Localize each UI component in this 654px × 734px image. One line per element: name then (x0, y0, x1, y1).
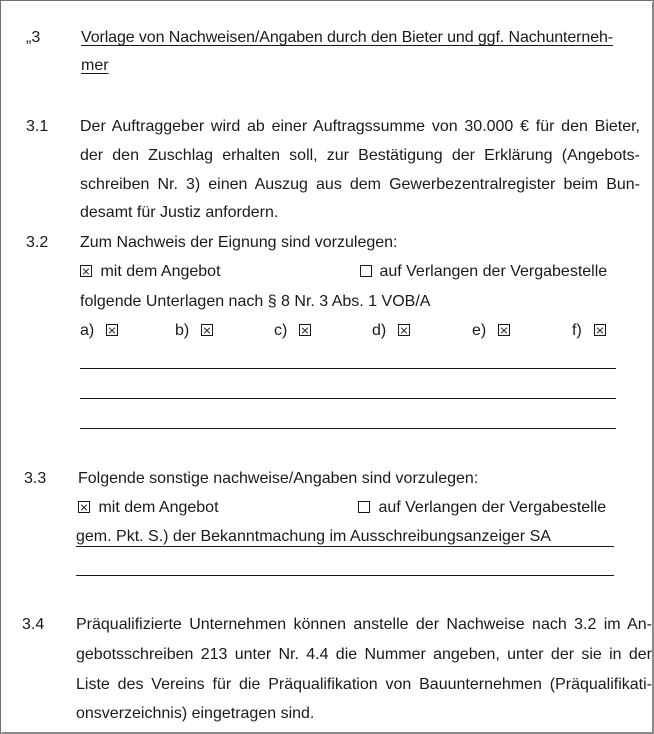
option-request-label: auf Verlangen der Vergabestelle (378, 499, 607, 516)
section-3-1-line-1: Der Auftraggeber wird ab einer Auftragssumme von 30.000 € für den Bieter, (80, 118, 640, 135)
checkbox-checked-icon[interactable] (78, 501, 90, 513)
item-a-label: a) (80, 322, 95, 339)
section-3-3-option-offer[interactable] (78, 498, 219, 518)
checkbox-checked-icon[interactable] (594, 324, 606, 336)
section-3-1-number: 3.1 (26, 118, 49, 135)
checkbox-checked-icon[interactable] (106, 324, 118, 336)
option-request-label: auf Verlangen der Vergabestelle (379, 263, 608, 280)
item-f[interactable] (572, 321, 606, 341)
section-3-4-line-3: Liste des Vereins für die Präqualifikation von Bauunternehmen (Präqualifikati- (76, 676, 652, 693)
section-3-title-line-1: Vorlage von Nachweisen/Angaben durch den Bieter und ggf. Nachunterneh- (81, 29, 614, 46)
item-d[interactable] (372, 321, 410, 341)
checkbox-checked-icon[interactable] (80, 265, 92, 277)
item-f-label: f) (572, 322, 582, 339)
section-3-4-line-1: Präqualifizierte Unternehmen können anstelle der Nachweise nach 3.2 im An- (76, 616, 652, 633)
section-3-3-number: 3.3 (24, 470, 47, 487)
fill-line (80, 398, 616, 399)
section-3-4-line-4: onsverzeichnis) eingetragen sind. (76, 705, 315, 722)
section-3-number: „3 (26, 29, 41, 46)
section-3-2-documents: folgende Unterlagen nach § 8 Nr. 3 Abs. 1 VOB/A (80, 293, 431, 310)
section-3-2-intro: Zum Nachweis der Eignung sind vorzulegen: (80, 234, 398, 251)
section-3-4-line-2: gebotsschreiben 213 unter Nr. 4.4 die Nummer angeben, unter der sie in der (76, 646, 652, 663)
fill-line (80, 368, 616, 369)
option-offer-label: mit dem Angebot (100, 263, 221, 280)
item-e-label: e) (472, 322, 487, 339)
fill-line (76, 546, 614, 547)
section-3-1-line-2: der den Zuschlag erhalten soll, zur Bestätigung der Erklärung (Angebots- (80, 147, 640, 164)
section-3-1-line-4: desamt für Justiz anfordern. (80, 204, 279, 221)
section-3-2-option-offer[interactable] (80, 262, 221, 282)
section-3-title-line-2: mer (81, 57, 109, 74)
checkbox-checked-icon[interactable] (398, 324, 410, 336)
item-c-label: c) (274, 322, 288, 339)
item-c[interactable] (274, 321, 311, 341)
section-3-3-intro: Folgende sonstige nachweise/Angaben sind vorzulegen: (78, 470, 479, 487)
checkbox-checked-icon[interactable] (498, 324, 510, 336)
option-offer-label: mit dem Angebot (98, 499, 219, 516)
section-3-3-reference: gem. Pkt. S.) der Bekanntmachung im Ausschreibungsanzeiger SA (76, 528, 551, 545)
fill-line (80, 428, 616, 429)
fill-line (76, 575, 614, 576)
item-e[interactable] (472, 321, 510, 341)
section-3-3-option-request[interactable] (358, 498, 606, 518)
item-a[interactable] (80, 321, 118, 341)
checkbox-checked-icon[interactable] (299, 324, 311, 336)
item-d-label: d) (372, 322, 387, 339)
item-b-label: b) (175, 322, 190, 339)
section-3-2-option-request[interactable] (360, 262, 607, 282)
section-3-4-number: 3.4 (22, 616, 45, 633)
section-3-2-number: 3.2 (26, 234, 49, 251)
checkbox-checked-icon[interactable] (201, 324, 213, 336)
checkbox-unchecked-icon[interactable] (358, 501, 370, 513)
section-3-1-line-3: schreiben Nr. 3) einen Auszug aus dem Gewerbezentralregister beim Bun- (80, 176, 640, 193)
checkbox-unchecked-icon[interactable] (360, 265, 372, 277)
item-b[interactable] (175, 321, 213, 341)
